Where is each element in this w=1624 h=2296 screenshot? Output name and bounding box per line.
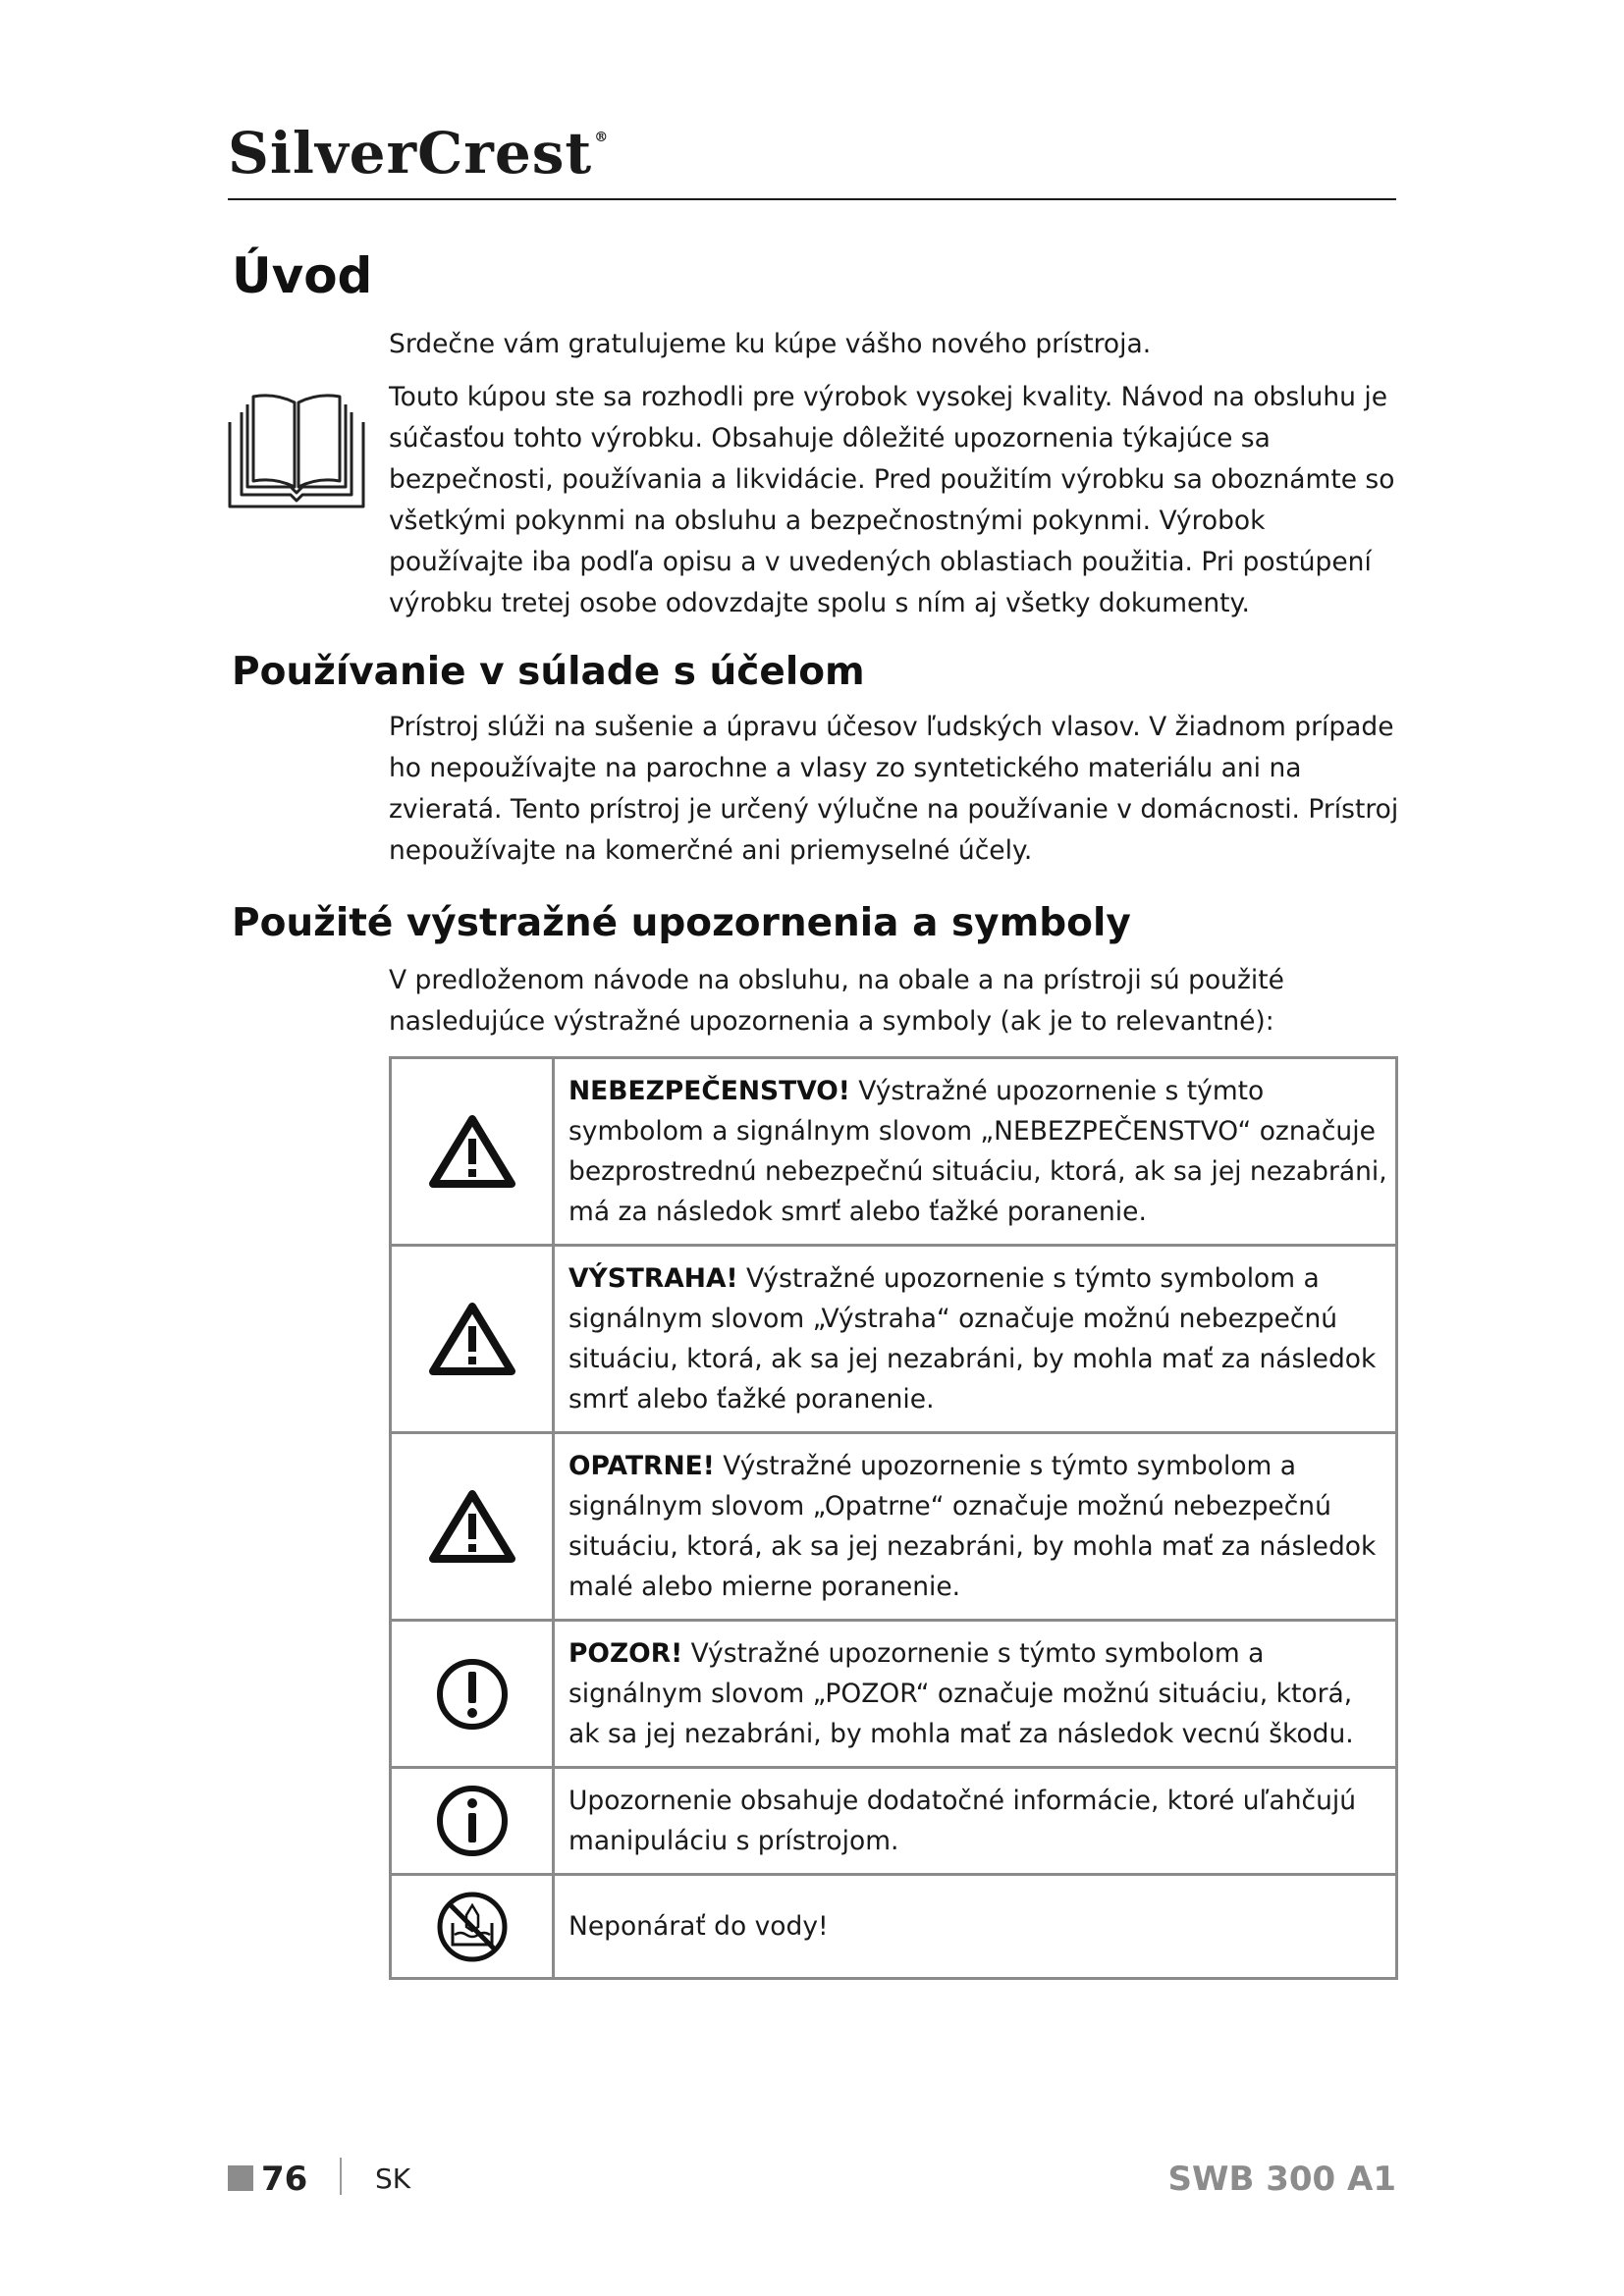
description-text: Výstražné upozornenie s týmto symbolom a signálnym slovom „NEBEZPEČENSTVO“ označuje bezprostrednú nebezpečnú situáciu, ktorá, ak sa jej nezabráni, má za následok smrť alebo ťažké poranenie. — [568, 1076, 1387, 1227]
language-code: SK — [375, 2163, 411, 2195]
intro-paragraph-1: Srdečne vám gratulujeme ku kúpe vášho nového prístroja. — [389, 329, 1152, 359]
symbol-cell — [391, 1875, 554, 1979]
description-text: Neponárať do vody! — [568, 1911, 829, 1942]
registered-mark-icon: ® — [594, 130, 610, 145]
brand-logo-text: SilverCrest — [228, 120, 593, 187]
warning-triangle-icon — [428, 1113, 516, 1190]
table-row — [391, 1433, 1397, 1621]
description-cell — [554, 1875, 1397, 1979]
table-row — [391, 1246, 1397, 1433]
symbol-cell — [391, 1433, 554, 1621]
description-cell — [554, 1768, 1397, 1875]
symbol-cell — [391, 1768, 554, 1875]
symbol-cell — [391, 1246, 554, 1433]
footer-separator — [340, 2158, 342, 2195]
description-cell — [554, 1621, 1397, 1768]
description-cell — [554, 1433, 1397, 1621]
footer-marker — [228, 2165, 253, 2191]
description-cell — [554, 1058, 1397, 1246]
description-cell — [554, 1246, 1397, 1433]
signal-word: POZOR! — [568, 1638, 683, 1669]
brand-logo — [228, 120, 609, 187]
signal-word: OPATRNE! — [568, 1451, 715, 1481]
signal-word: NEBEZPEČENSTVO! — [568, 1076, 850, 1106]
table-row — [391, 1875, 1397, 1979]
symbol-cell — [391, 1058, 554, 1246]
description-text: Výstražné upozornenie s týmto symbolom a signálnym slovom „POZOR“ označuje možnú situáciu, ktorá, ak sa jej nezabráni, by mohla mať za následok vecnú škodu. — [568, 1638, 1354, 1749]
warnings-intro-paragraph: V predloženom návode na obsluhu, na obale a na prístroji sú použité nasledujúce výstražné upozornenia a symboly (ak je to relevantné): — [389, 965, 1284, 1037]
description-text: Výstražné upozornenie s týmto symbolom a signálnym slovom „Opatrne“ označuje možnú nebezpečnú situáciu, ktorá, ak sa jej nezabráni, by mohla mať za následok malé alebo mierne poranenie. — [568, 1451, 1377, 1602]
table-row — [391, 1621, 1397, 1768]
intro-paragraph-2: Touto kúpou ste sa rozhodli pre výrobok vysokej kvality. Návod na obsluhu je súčasťou tohto výrobku. Obsahuje dôležité upozornenia týkajúce sa bezpečnosti, používania a likvidácie. Pred použitím výrobku sa oboznámte so všetkými pokynmi na obsluhu a bezpečnostnými pokynmi. Výrobok používajte iba podľa opisu a v uvedených oblastiach použitia. Pri postúpení výrobku tretej osobe odovzdajte spolu s ním aj všetky dokumenty. — [389, 382, 1395, 618]
symbol-cell — [391, 1621, 554, 1768]
intended-use-paragraph: Prístroj slúži na sušenie a úpravu účesov ľudských vlasov. V žiadnom prípade ho nepoužívajte na parochne a vlasy zo syntetického materiálu ani na zvieratá. Tento prístroj je určený výlučne na používanie v domácnosti. Prístroj nepoužívajte na komerčné ani priemyselné účely. — [389, 712, 1399, 866]
model-number: SWB 300 A1 — [1167, 2160, 1396, 2199]
intro-title: Úvod — [232, 247, 373, 304]
warnings-title: Použité výstražné upozornenia a symboly — [232, 901, 1131, 945]
warning-triangle-icon — [428, 1301, 516, 1377]
page-number: 76 — [261, 2160, 308, 2199]
no-immersion-icon — [435, 1890, 510, 1964]
intended-use-title: Používanie v súlade s účelom — [232, 650, 865, 694]
warning-triangle-icon — [428, 1488, 516, 1565]
description-text: Upozornenie obsahuje dodatočné informácie, ktoré uľahčujú manipuláciu s prístrojom. — [568, 1786, 1357, 1856]
info-circle-icon — [435, 1784, 510, 1858]
signal-word: VÝSTRAHA! — [568, 1263, 738, 1294]
exclamation-circle-icon — [435, 1657, 510, 1732]
header-divider — [228, 198, 1396, 200]
table-row — [391, 1058, 1397, 1246]
open-book-icon — [228, 393, 365, 508]
warning-symbols-table — [389, 1056, 1398, 1980]
table-row — [391, 1768, 1397, 1875]
description-text: Výstražné upozornenie s týmto symbolom a signálnym slovom „Výstraha“ označuje možnú nebezpečnú situáciu, ktorá, ak sa jej nezabráni, by mohla mať za následok smrť alebo ťažké poranenie. — [568, 1263, 1377, 1415]
